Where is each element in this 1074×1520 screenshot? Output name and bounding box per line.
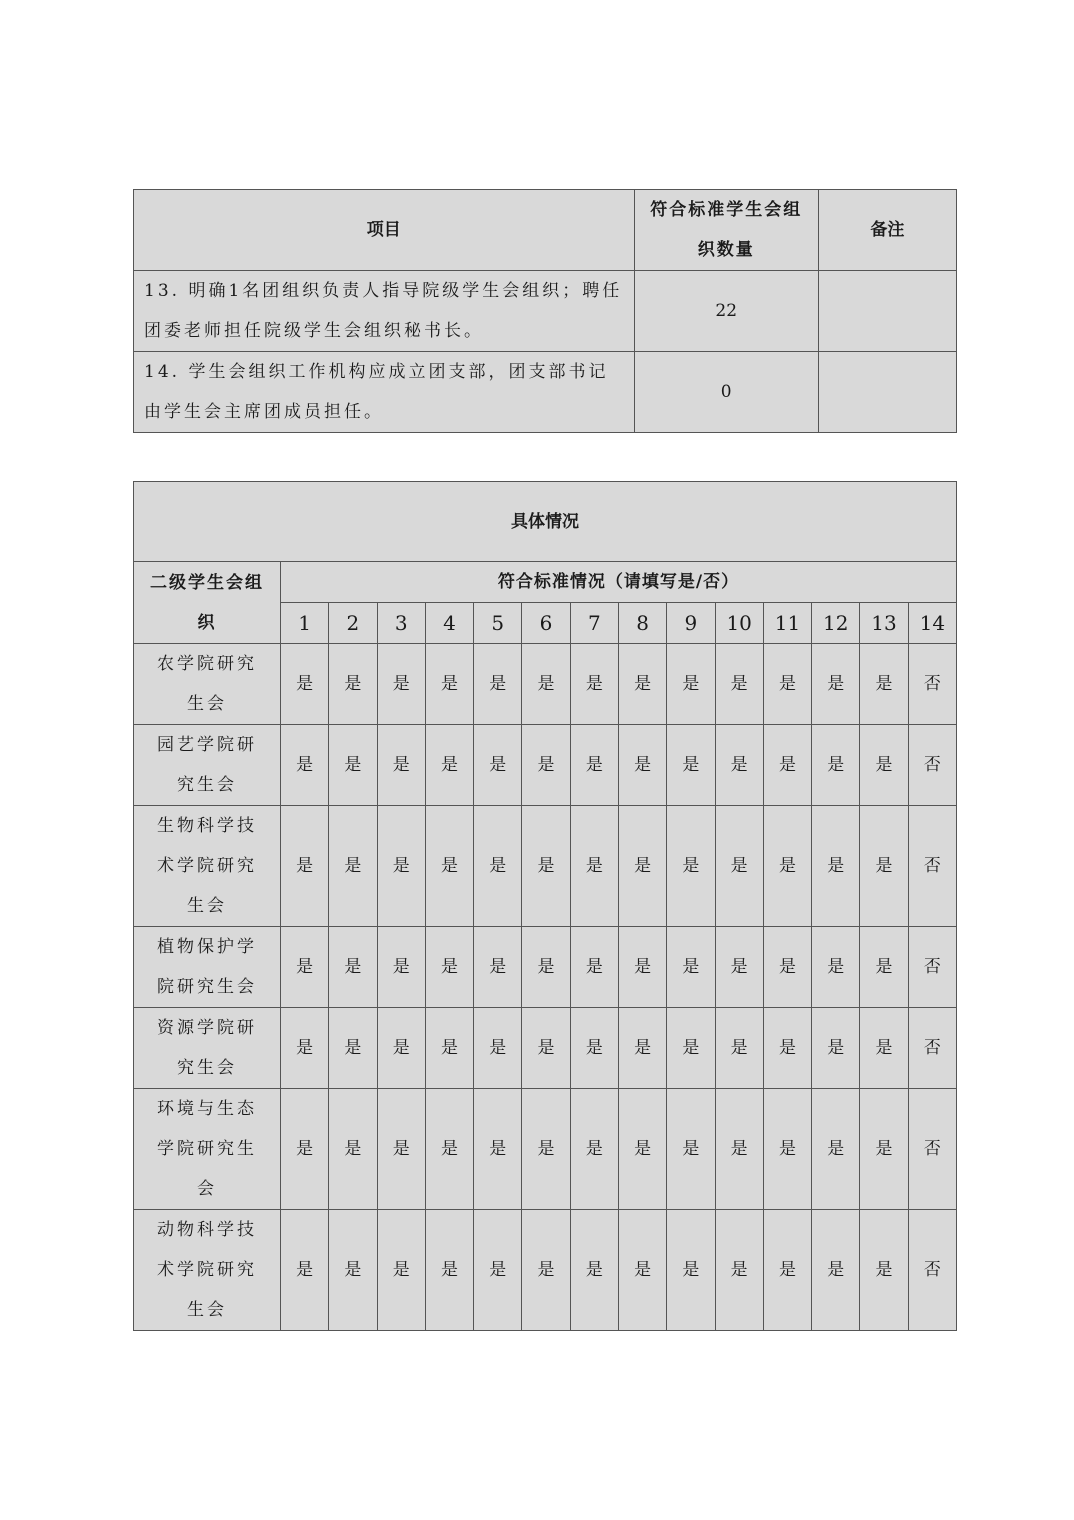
column-number: 5 bbox=[474, 603, 522, 644]
status-cell: 是 bbox=[281, 1008, 329, 1089]
status-cell: 是 bbox=[425, 1008, 473, 1089]
status-cell: 是 bbox=[329, 806, 377, 927]
status-cell: 是 bbox=[425, 644, 473, 725]
status-cell: 是 bbox=[474, 927, 522, 1008]
status-cell: 否 bbox=[908, 725, 956, 806]
status-cell: 是 bbox=[329, 927, 377, 1008]
status-cell: 是 bbox=[522, 806, 570, 927]
status-cell: 是 bbox=[522, 725, 570, 806]
status-cell: 是 bbox=[812, 1089, 860, 1210]
criteria-count-14: 0 bbox=[634, 352, 818, 433]
org-name: 资源学院研究生会 bbox=[134, 1008, 281, 1089]
table-row bbox=[134, 927, 957, 1008]
column-number: 11 bbox=[763, 603, 811, 644]
status-cell: 是 bbox=[715, 927, 763, 1008]
criteria-count-13: 22 bbox=[634, 271, 818, 352]
status-cell: 是 bbox=[570, 1089, 618, 1210]
status-cell: 是 bbox=[763, 1008, 811, 1089]
status-cell: 是 bbox=[763, 927, 811, 1008]
header-count: 符合标准学生会组织数量 bbox=[634, 190, 818, 271]
status-cell: 是 bbox=[860, 725, 908, 806]
status-cell: 是 bbox=[763, 1089, 811, 1210]
status-cell: 是 bbox=[715, 1089, 763, 1210]
detail-title: 具体情况 bbox=[134, 482, 957, 562]
status-cell: 是 bbox=[474, 806, 522, 927]
status-cell: 是 bbox=[377, 725, 425, 806]
status-cell: 是 bbox=[281, 1210, 329, 1331]
status-cell: 是 bbox=[425, 806, 473, 927]
status-cell: 是 bbox=[667, 1210, 715, 1331]
status-cell: 是 bbox=[860, 1089, 908, 1210]
detail-header-row bbox=[134, 562, 957, 603]
status-cell: 是 bbox=[425, 1210, 473, 1331]
criteria-header-row bbox=[134, 190, 957, 271]
status-cell: 是 bbox=[329, 1008, 377, 1089]
status-cell: 是 bbox=[570, 725, 618, 806]
status-cell: 是 bbox=[570, 806, 618, 927]
status-cell: 是 bbox=[329, 1089, 377, 1210]
status-cell: 是 bbox=[281, 1089, 329, 1210]
status-cell: 是 bbox=[667, 806, 715, 927]
status-cell: 否 bbox=[908, 1008, 956, 1089]
table-row bbox=[134, 1008, 957, 1089]
org-name: 生物科学技术学院研究生会 bbox=[134, 806, 281, 927]
status-cell: 是 bbox=[618, 806, 666, 927]
status-cell: 是 bbox=[281, 644, 329, 725]
status-cell: 是 bbox=[570, 644, 618, 725]
status-cell: 是 bbox=[715, 644, 763, 725]
status-cell: 是 bbox=[281, 927, 329, 1008]
org-header: 二级学生会组织 bbox=[134, 562, 281, 644]
column-number: 10 bbox=[715, 603, 763, 644]
status-cell: 是 bbox=[667, 644, 715, 725]
status-cell: 是 bbox=[570, 1210, 618, 1331]
status-cell: 是 bbox=[715, 1210, 763, 1331]
status-cell: 是 bbox=[522, 1210, 570, 1331]
status-cell: 是 bbox=[812, 806, 860, 927]
status-cell: 是 bbox=[377, 1210, 425, 1331]
column-number: 12 bbox=[812, 603, 860, 644]
status-cell: 否 bbox=[908, 1089, 956, 1210]
status-cell: 是 bbox=[860, 1008, 908, 1089]
criteria-item-13: 13. 明确1名团组织负责人指导院级学生会组织；聘任团委老师担任院级学生会组织秘书长。 bbox=[134, 271, 635, 352]
status-cell: 是 bbox=[763, 725, 811, 806]
criteria-table bbox=[133, 189, 957, 433]
column-number: 14 bbox=[908, 603, 956, 644]
status-cell: 是 bbox=[812, 725, 860, 806]
status-cell: 是 bbox=[860, 1210, 908, 1331]
header-note: 备注 bbox=[818, 190, 956, 271]
status-cell: 是 bbox=[570, 1008, 618, 1089]
status-cell: 是 bbox=[570, 927, 618, 1008]
org-name: 农学院研究生会 bbox=[134, 644, 281, 725]
status-cell: 是 bbox=[860, 806, 908, 927]
status-cell: 是 bbox=[715, 1008, 763, 1089]
detail-table bbox=[133, 481, 957, 1331]
status-cell: 是 bbox=[618, 1210, 666, 1331]
table-row bbox=[134, 1210, 957, 1331]
status-cell: 是 bbox=[618, 725, 666, 806]
status-cell: 是 bbox=[860, 644, 908, 725]
status-cell: 是 bbox=[474, 725, 522, 806]
status-cell: 是 bbox=[425, 1089, 473, 1210]
column-number: 9 bbox=[667, 603, 715, 644]
status-cell: 是 bbox=[812, 1210, 860, 1331]
table-row bbox=[134, 806, 957, 927]
header-item: 项目 bbox=[134, 190, 635, 271]
status-cell: 是 bbox=[618, 927, 666, 1008]
org-name: 植物保护学院研究生会 bbox=[134, 927, 281, 1008]
table-row bbox=[134, 1089, 957, 1210]
status-cell: 是 bbox=[763, 644, 811, 725]
status-cell: 是 bbox=[329, 1210, 377, 1331]
criteria-row bbox=[134, 271, 957, 352]
detail-body bbox=[134, 644, 957, 1331]
column-number: 7 bbox=[570, 603, 618, 644]
column-number: 3 bbox=[377, 603, 425, 644]
status-cell: 是 bbox=[618, 1008, 666, 1089]
status-cell: 是 bbox=[860, 927, 908, 1008]
status-cell: 是 bbox=[715, 725, 763, 806]
status-cell: 是 bbox=[812, 927, 860, 1008]
status-cell: 是 bbox=[377, 1089, 425, 1210]
status-cell: 是 bbox=[377, 927, 425, 1008]
column-number: 4 bbox=[425, 603, 473, 644]
criteria-row bbox=[134, 352, 957, 433]
status-cell: 是 bbox=[667, 725, 715, 806]
org-name: 园艺学院研究生会 bbox=[134, 725, 281, 806]
status-cell: 是 bbox=[667, 927, 715, 1008]
status-cell: 是 bbox=[522, 1089, 570, 1210]
table-row bbox=[134, 725, 957, 806]
status-cell: 是 bbox=[618, 644, 666, 725]
criteria-note-14 bbox=[818, 352, 956, 433]
status-cell: 是 bbox=[474, 644, 522, 725]
status-cell: 否 bbox=[908, 806, 956, 927]
table-row bbox=[134, 644, 957, 725]
status-cell: 否 bbox=[908, 1210, 956, 1331]
status-cell: 是 bbox=[763, 806, 811, 927]
org-name: 环境与生态学院研究生会 bbox=[134, 1089, 281, 1210]
column-number: 6 bbox=[522, 603, 570, 644]
status-cell: 是 bbox=[377, 1008, 425, 1089]
status-cell: 是 bbox=[281, 725, 329, 806]
status-cell: 是 bbox=[667, 1008, 715, 1089]
status-cell: 是 bbox=[618, 1089, 666, 1210]
status-cell: 是 bbox=[377, 644, 425, 725]
column-number: 2 bbox=[329, 603, 377, 644]
status-cell: 是 bbox=[377, 806, 425, 927]
status-cell: 是 bbox=[474, 1210, 522, 1331]
status-cell: 是 bbox=[715, 806, 763, 927]
status-cell: 是 bbox=[763, 1210, 811, 1331]
criteria-note-13 bbox=[818, 271, 956, 352]
status-cell: 是 bbox=[425, 927, 473, 1008]
column-number: 13 bbox=[860, 603, 908, 644]
status-cell: 是 bbox=[522, 927, 570, 1008]
status-cell: 是 bbox=[812, 1008, 860, 1089]
status-cell: 是 bbox=[474, 1008, 522, 1089]
status-cell: 是 bbox=[329, 644, 377, 725]
status-cell: 是 bbox=[329, 725, 377, 806]
status-cell: 是 bbox=[522, 644, 570, 725]
status-cell: 是 bbox=[425, 725, 473, 806]
status-cell: 是 bbox=[667, 1089, 715, 1210]
status-cell: 是 bbox=[522, 1008, 570, 1089]
column-number: 1 bbox=[281, 603, 329, 644]
criteria-item-14: 14. 学生会组织工作机构应成立团支部，团支部书记由学生会主席团成员担任。 bbox=[134, 352, 635, 433]
column-number: 8 bbox=[618, 603, 666, 644]
status-cell: 否 bbox=[908, 644, 956, 725]
status-cell: 是 bbox=[812, 644, 860, 725]
status-header: 符合标准情况（请填写是/否） bbox=[281, 562, 957, 603]
org-name: 动物科学技术学院研究生会 bbox=[134, 1210, 281, 1331]
status-cell: 否 bbox=[908, 927, 956, 1008]
status-cell: 是 bbox=[474, 1089, 522, 1210]
status-cell: 是 bbox=[281, 806, 329, 927]
detail-title-row bbox=[134, 482, 957, 562]
